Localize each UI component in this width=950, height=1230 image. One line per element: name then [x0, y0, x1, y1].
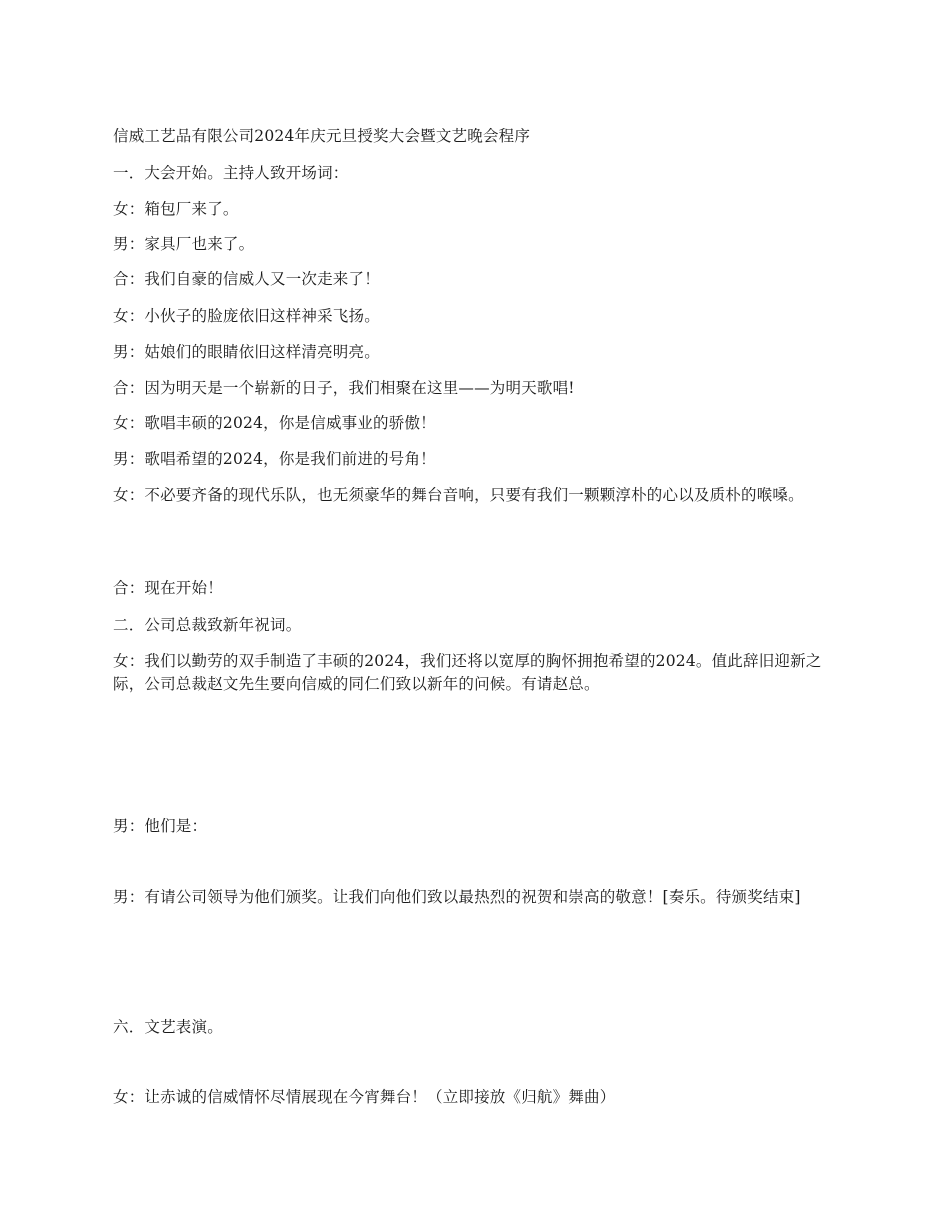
document-title: 信威工艺品有限公司2024年庆元旦授奖大会暨文艺晚会程序 [113, 127, 531, 145]
dialogue-line: 男：姑娘们的眼睛依旧这样清亮明亮。 [113, 343, 380, 361]
dialogue-line: 男：他们是： [113, 817, 208, 835]
dialogue-line: 女：箱包厂来了。 [113, 200, 239, 218]
program-section-2: 二．公司总裁致新年祝词。 [113, 616, 302, 634]
dialogue-line: 合：因为明天是一个崭新的日子，我们相聚在这里——为明天歌唱! [113, 379, 575, 397]
dialogue-line: 男：家具厂也来了。 [113, 235, 255, 253]
dialogue-line: 女：歌唱丰硕的2024，你是信威事业的骄傲！ [113, 414, 436, 432]
dialogue-line: 男：歌唱希望的2024，你是我们前进的号角！ [113, 450, 436, 468]
dialogue-line: 合：现在开始！ [113, 579, 223, 597]
dialogue-paragraph: 女：我们以勤劳的双手制造了丰硕的2024，我们还将以宽厚的胸怀拥抱希望的2024。值此辞旧迎新之际，公司总裁赵文先生要向信威的同仁们致以新年的问候。有请赵总。 [113, 652, 822, 693]
program-section-6: 六．文艺表演。 [113, 1018, 223, 1036]
dialogue-paragraph: 男：有请公司领导为他们颁奖。让我们向他们致以最热烈的祝贺和崇高的敬意！[奏乐。待颁奖结束] [113, 888, 801, 906]
program-section-1: 一．大会开始。主持人致开场词： [113, 164, 349, 182]
dialogue-line: 女：让赤诚的信威情怀尽情展现在今宵舞台！（立即接放《归航》舞曲） [113, 1088, 616, 1106]
dialogue-paragraph: 女：不必要齐备的现代乐队，也无须豪华的舞台音响，只要有我们一颗颗淳朴的心以及质朴的喉嗓。 [113, 486, 804, 504]
dialogue-line: 女：小伙子的脸庞依旧这样神采飞扬。 [113, 307, 380, 325]
dialogue-line: 合：我们自豪的信威人又一次走来了！ [113, 270, 380, 288]
